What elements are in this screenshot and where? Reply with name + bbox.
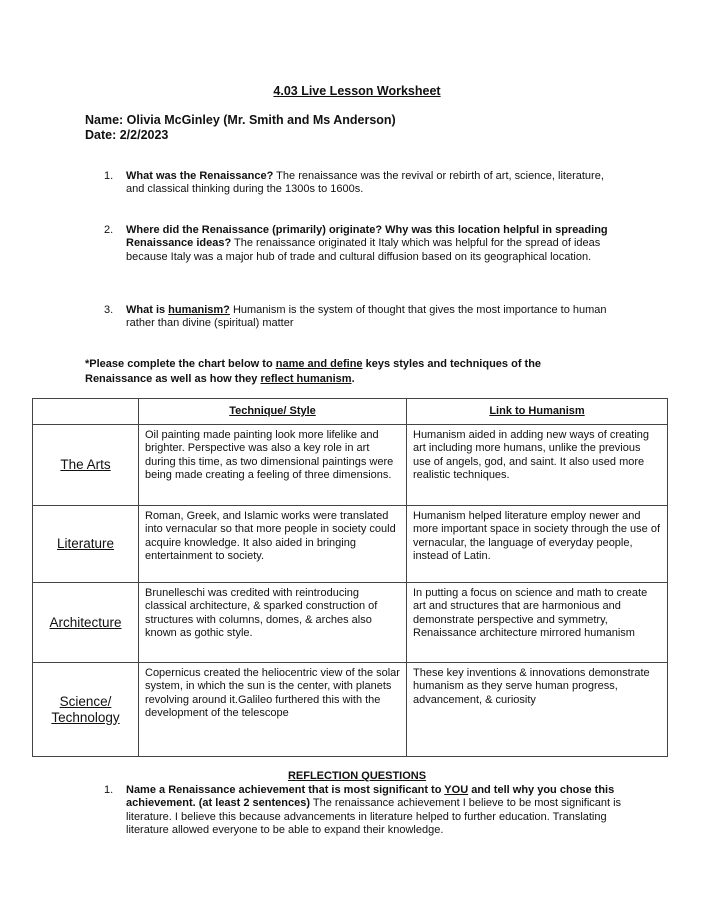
chart-corner-cell xyxy=(33,399,139,425)
renaissance-chart xyxy=(32,398,668,757)
chart-row-architecture xyxy=(33,583,668,663)
column-header-link: Link to Humanism xyxy=(407,399,668,425)
prompt-text: What is xyxy=(126,304,169,316)
worksheet-title: 4.03 Live Lesson Worksheet xyxy=(273,84,441,98)
row-label: The Arts xyxy=(33,425,139,506)
question-answer: Humanism is the system of thought that gives the most importance to human rather than divine (spiritual) matter xyxy=(126,304,607,330)
question-answer: The renaissance was the revival or rebirth of art, science, literature, and classical thinking during the 1300s to 1600s. xyxy=(126,170,604,196)
prompt-underlined-term: humanism? xyxy=(168,304,230,316)
chart-header-row xyxy=(33,399,668,425)
row-label: Literature xyxy=(33,506,139,583)
technique-cell: Brunelleschi was credited with reintroducing classical architecture, & sparked construction of structures with columns, domes, & arches also known as gothic style. xyxy=(139,583,407,663)
row-label: Architecture xyxy=(33,583,139,663)
link-cell: These key inventions & innovations demonstrate humanism as they serve human progress, advancement, & curiosity xyxy=(407,663,668,757)
technique-cell: Copernicus created the heliocentric view of the solar system, in which the sun is the center, with planets revolving around it.Galileo furthered this with the development of the telescope xyxy=(139,663,407,757)
question-answer: The renaissance achievement I believe to be most significant is literature. I believe this because advancements in literature helped to further education. Translating literature allowed everyone to be able to expand their knowledge. xyxy=(126,797,622,837)
technique-cell: Roman, Greek, and Islamic works were translated into vernacular so that more people in society could acquire knowledge. It also aided in bringing entertainment to society. xyxy=(139,506,407,583)
question-2 xyxy=(104,224,614,264)
question-number: 1. xyxy=(104,170,114,182)
column-header-technique: Technique/ Style xyxy=(139,399,407,425)
question-prompt: Where did the Renaissance (primarily) originate? Why was this location helpful in spreading Renaissance ideas? xyxy=(126,224,608,250)
prompt-underlined-term: YOU xyxy=(444,784,469,796)
question-prompt xyxy=(126,304,230,316)
question-3 xyxy=(104,304,614,331)
instruction-text: . xyxy=(351,372,355,385)
student-name: Name: Olivia McGinley (Mr. Smith and Ms Anderson) xyxy=(85,113,396,127)
chart-row-literature xyxy=(33,506,668,583)
reflection-question-1 xyxy=(104,784,624,838)
question-1 xyxy=(104,170,614,197)
chart-row-science xyxy=(33,663,668,757)
chart-instruction xyxy=(85,357,585,386)
instruction-text: keys styles and techniques of the Renaissance as well as how they xyxy=(85,358,542,385)
question-number: 1. xyxy=(104,784,114,796)
prompt-text: and tell why you chose this achievement. (at least 2 sentences) xyxy=(126,784,615,810)
link-cell: In putting a focus on science and math to create art and structures that are harmonious and demonstrate perspective and symmetry, Renaissance architecture mirrored humanism xyxy=(407,583,668,663)
reflection-title: REFLECTION QUESTIONS xyxy=(287,770,427,782)
instruction-underlined: name and define xyxy=(275,358,363,370)
question-answer: The renaissance originated it Italy which was helpful for the spread of ideas because Italy was a major hub of trade and cultural diffusion based on its geographical location. xyxy=(126,237,601,263)
chart-row-arts xyxy=(33,425,668,506)
technique-cell: Oil painting made painting look more lifelike and brighter. Perspective was also a key role in art during this time, as two dimensional paintings were being made creating a feeling of three dimensions. xyxy=(139,425,407,506)
link-cell: Humanism aided in adding new ways of creating art including more humans, unlike the previous use of angels, god, and saint. It also used more realistic techniques. xyxy=(407,425,668,506)
row-label: Science/ Technology xyxy=(33,663,139,757)
prompt-text: Name a Renaissance achievement that is most significant to xyxy=(126,784,445,796)
link-cell: Humanism helped literature employ newer and more important space in society through the use of vernacular, the language of everyday people, instead of Latin. xyxy=(407,506,668,583)
worksheet-date: Date: 2/2/2023 xyxy=(85,128,169,142)
instruction-underlined: reflect humanism xyxy=(260,372,352,385)
question-number: 3. xyxy=(104,304,114,316)
instruction-text: *Please complete the chart below to xyxy=(85,358,276,370)
question-number: 2. xyxy=(104,224,114,236)
question-prompt: What was the Renaissance? xyxy=(126,170,274,182)
